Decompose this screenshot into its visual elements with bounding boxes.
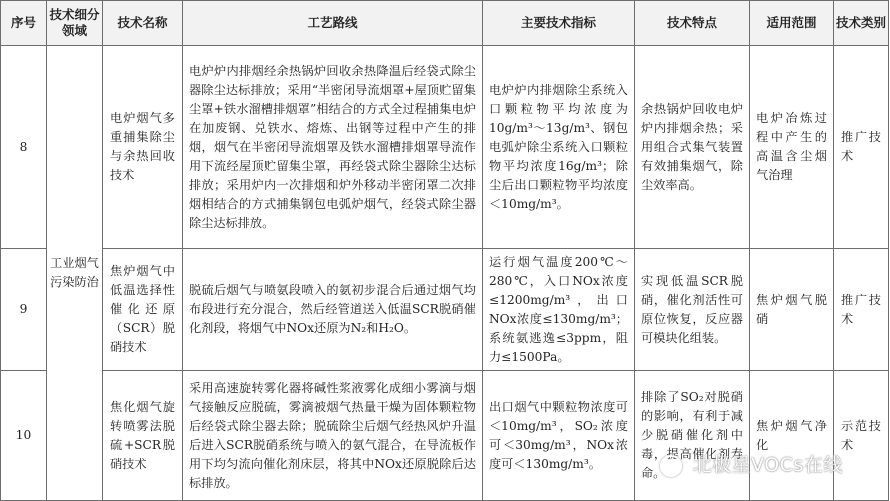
features: 实现低温SCR脱硝，催化剂活性可原位恢复，反应器可模块化组装。 xyxy=(635,249,750,371)
scope: 电炉冶炼过程中产生的高温含尘烟气治理 xyxy=(750,46,834,249)
header-name: 技术名称 xyxy=(103,1,183,46)
watermark-text: 北极星VOCs在线 xyxy=(692,454,843,476)
tech-name: 焦炉烟气中低温选择性催化还原（SCR）脱硝技术 xyxy=(103,249,183,371)
header-scope: 适用范围 xyxy=(750,1,834,46)
header-row xyxy=(1,1,889,46)
category: 推广技术 xyxy=(834,249,889,371)
header-domain: 技术细分领域 xyxy=(47,1,103,46)
indicators: 出口烟气中颗粒物浓度可＜10mg/m³，SO₂浓度可＜30mg/m³，NOx浓度可＜130mg/m³。 xyxy=(483,371,635,501)
header-indicators: 主要技术指标 xyxy=(483,1,635,46)
table-row xyxy=(1,46,889,249)
header-no: 序号 xyxy=(1,1,47,46)
table-row xyxy=(1,249,889,371)
row-number: 8 xyxy=(1,46,47,249)
row-number: 9 xyxy=(1,249,47,371)
process-route: 电炉炉内排烟经余热锅炉回收余热降温后经袋式除尘器除尘达标排放；采用“半密闭导流烟罩+屋顶贮留集尘罩+铁水溜槽排烟罩”相结合的方式全过程捕集电炉在加废钢、兑铁水、熔炼、出钢等过程中产生的排烟，烟气在半密闭导流烟罩及铁水溜槽排烟罩导流作用下流经屋顶贮留集尘罩，再经袋式除尘器除尘达标排放；采用炉内一次排烟和炉外移动半密闭罩二次排烟相结合的方式捕集钢包电弧炉烟气，经袋式除尘器除尘达标排放。 xyxy=(183,46,483,249)
tech-name: 电炉烟气多重捕集除尘与余热回收技术 xyxy=(103,46,183,249)
header-features: 技术特点 xyxy=(635,1,750,46)
features: 排除了SO₂对脱硝的影响，有利于减少脱硝催化剂中毒，提高催化剂寿命。 xyxy=(635,371,750,501)
tech-name: 焦化烟气旋转喷雾法脱硫+SCR脱硝技术 xyxy=(103,371,183,501)
scope: 焦炉烟气脱硝 xyxy=(750,249,834,371)
header-route: 工艺路线 xyxy=(183,1,483,46)
category: 示范技术 xyxy=(834,371,889,501)
features: 余热锅炉回收电炉炉内排烟余热；采用组合式集气装置有效捕集烟气，除尘效率高。 xyxy=(635,46,750,249)
domain-cell: 工业烟气污染防治 xyxy=(47,46,103,501)
process-route: 脱硫后烟气与喷氨段喷入的氨初步混合后通过烟气均布段进行充分混合，然后经管道送入低温SCR脱硝催化剂段，将烟气中NOx还原为N₂和H₂O。 xyxy=(183,249,483,371)
table-row xyxy=(1,371,889,501)
category: 推广技术 xyxy=(834,46,889,249)
indicators: 电炉炉内排烟除尘系统入口颗粒物平均浓度为10g/m³～13g/m³、钢包电弧炉除尘系统入口颗粒物平均浓度16g/m³；除尘后出口颗粒物平均浓度＜10mg/m³。 xyxy=(483,46,635,249)
header-category: 技术类别 xyxy=(834,1,889,46)
process-route: 采用高速旋转雾化器将碱性浆液雾化成细小雾滴与烟气接触反应脱硫，雾滴被烟气热量干燥为固体颗粒物后经袋式除尘器去除；脱硫除尘后烟气经热风炉升温后进入SCR脱硝系统与喷入的氨气混合，在导流板作用下均匀流向催化剂床层，将其中NOx还原脱除后达标排放。 xyxy=(183,371,483,501)
indicators: 运行烟气温度200℃～280℃，入口NOx浓度≤1200mg/m³，出口NOx浓度≤130mg/m³；系统氨逃逸≤3ppm，阻力≤1500Pa。 xyxy=(483,249,635,371)
row-number: 10 xyxy=(1,371,47,501)
scope: 焦炉烟气净化 xyxy=(750,371,834,501)
